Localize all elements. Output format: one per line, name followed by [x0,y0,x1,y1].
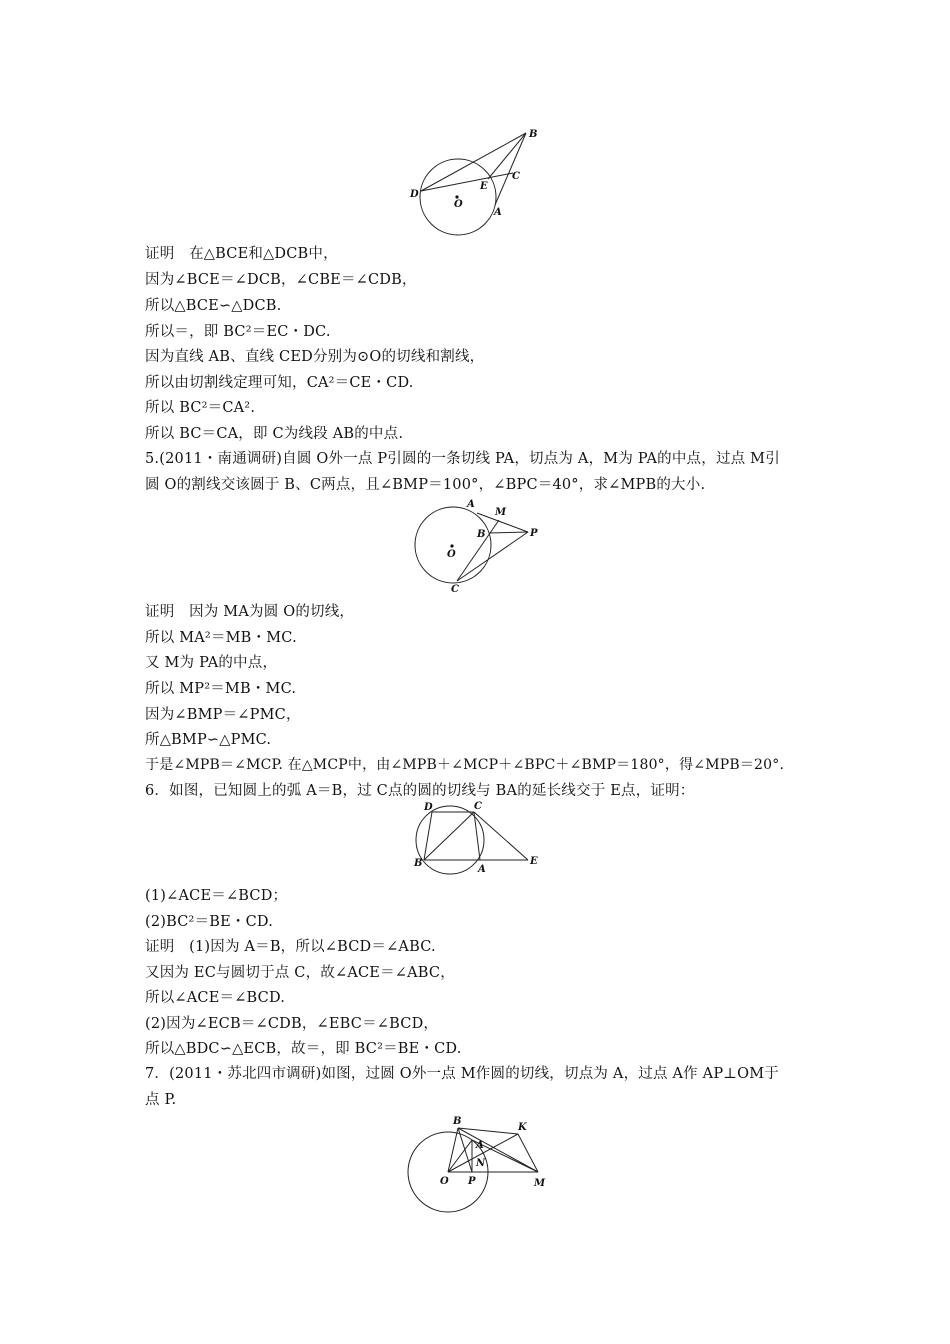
text-line: 所△BMP∽△PMC. [145,732,272,748]
text-line: (1)∠ACE＝∠BCD； [145,888,288,904]
problem-5-line-2: 圆 O的割线交该圆于 B、C两点，且∠BMP＝100°，∠BPC＝40°，求∠MPB的大小. [145,477,706,493]
fig2-label-O: O [447,549,456,560]
fig1-label-A: A [494,207,502,218]
text-line: 所以∠ACE＝∠BCD. [145,990,286,1006]
text-line: (2)因为∠ECB＝∠CDB，∠EBC＝∠BCD， [145,1016,439,1032]
fig2-label-C: C [451,584,459,595]
text-line: 所以 BC²＝CA². [145,400,256,416]
fig4-label-B: B [453,1116,462,1127]
text-line: 于是∠MPB＝∠MCP. 在△MCP中，由∠MPB＋∠MCP＋∠BPC＋∠BMP＝180°，得∠MPB＝20°. [145,757,785,773]
fig2-line-CP [457,532,528,581]
fig3-label-A: A [478,864,486,875]
fig1-line-DC [421,173,513,191]
text-line: 又 M为 PA的中点， [145,655,278,671]
fig3-label-D: D [424,802,433,813]
text-line: 证明 (1)因为 A＝B，所以∠BCD＝∠ABC. [145,939,436,955]
text-line: 所以 BC＝CA，即 C为线段 AB的中点. [145,426,404,442]
problem-5-line-1: 5.(2011・南通调研)自圆 O外一点 P引圆的一条切线 PA，切点为 A，M为 PA的中点，过点 M引 [145,451,780,467]
text-line: 证明 因为 MA为圆 O的切线， [145,604,355,620]
text-line: 又因为 EC与圆切于点 C，故∠ACE＝∠ABC， [145,965,455,981]
text-line: (2)BC²＝BE・CD. [145,914,274,930]
text-line: 因为∠BMP＝∠PMC， [145,707,301,723]
figure-4-tangent-perpendicular [400,1110,560,1220]
fig3-label-B: B [414,858,423,869]
problem-6-line: 6．如图，已知圆上的弧 A＝B，过 C点的圆的切线与 BA的延长线交于 E点，证明： [145,783,695,799]
figure-2-tangent-midpoint [405,495,555,595]
text-line: 所以由切割线定理可知，CA²＝CE・CD. [145,375,414,391]
text-line: 所以 MA²＝MB・MC. [145,630,297,646]
text-line: 因为直线 AB、直线 CED分别为⊙O的切线和割线， [145,349,485,365]
fig4-label-M: M [534,1178,546,1189]
fig1-line-DB [421,133,526,191]
text-line: 所以△BCE∽△DCB. [145,298,282,314]
fig3-circle [416,806,484,874]
fig2-label-A: A [467,499,475,510]
text-line: 证明 在△BCE和△DCB中， [145,246,338,262]
problem-7-line-2: 点 P. [145,1092,177,1108]
fig2-label-P: P [530,528,538,539]
fig3-line-BC [424,812,474,860]
fig2-label-M: M [495,507,507,518]
fig4-label-O: O [440,1176,449,1187]
fig4-label-N: N [476,1158,486,1169]
figure-3-inscribed-quadrilateral [410,800,550,880]
text-line: 所以 MP²＝MB・MC. [145,681,297,697]
fig3-label-C: C [474,801,482,812]
fig3-label-E: E [530,856,538,867]
fig3-line-CE [474,812,528,860]
text-line: 所以＝，即 BC²＝EC・DC. [145,324,331,340]
fig1-label-B: B [529,129,538,140]
fig4-label-P: P [468,1176,476,1187]
fig1-line-EB [488,133,526,179]
fig1-label-D: D [410,189,419,200]
fig1-label-E: E [480,181,488,192]
fig2-line-BP [489,532,528,533]
problem-7-line-1: 7．(2011・苏北四市调研)如图，过圆 O外一点 M作圆的切线，切点为 A，过点 A作 AP⊥OM于 [145,1066,779,1082]
text-line: 因为∠BCE＝∠DCB，∠CBE＝∠CDB， [145,272,417,288]
fig2-label-B: B [477,529,486,540]
fig4-label-K: K [518,1122,527,1133]
fig4-label-A: A [476,1140,484,1151]
figure-1-tangent-secant [400,125,550,240]
fig1-label-O: O [454,199,463,210]
fig1-line-AB [495,133,526,205]
text-line: 所以△BDC∽△ECB，故＝，即 BC²＝BE・CD. [145,1041,462,1057]
fig1-label-C: C [512,171,520,182]
fig2-center-dot [450,544,453,547]
